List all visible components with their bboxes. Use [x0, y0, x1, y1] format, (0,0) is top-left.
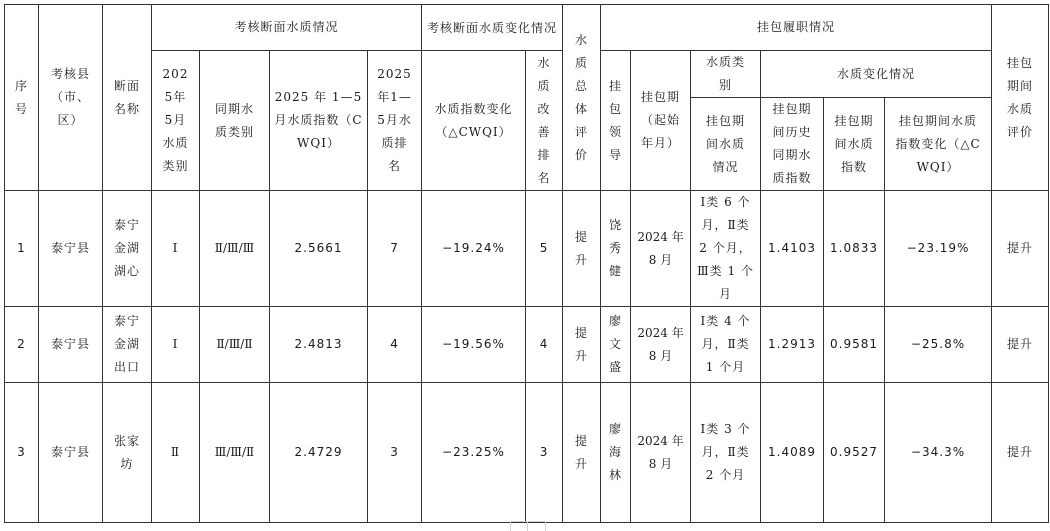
header-class-group: 水质类别	[691, 51, 761, 98]
cell-same-period-class: Ⅱ/Ⅲ/Ⅲ	[200, 191, 270, 307]
header-change-group: 水质变化情况	[761, 51, 992, 98]
cell-county: 泰宁县	[39, 191, 103, 307]
header-group-duty: 挂包履职情况	[601, 5, 992, 51]
cell-period-class: Ⅰ类 3 个月，Ⅱ类 2 个月	[691, 383, 761, 523]
cell-seq: 1	[5, 191, 39, 307]
header-period-index-change: 挂包期间水质指数变化（△CWQI）	[885, 98, 992, 191]
header-group-change: 考核断面水质变化情况	[422, 5, 563, 51]
cell-same-period-class: Ⅱ/Ⅲ/Ⅱ	[200, 307, 270, 383]
cell-county: 泰宁县	[39, 383, 103, 523]
cell-index: 2.5661	[270, 191, 368, 307]
cell-seq: 3	[5, 383, 39, 523]
cell-index: 2.4813	[270, 307, 368, 383]
cell-overall: 提升	[563, 191, 601, 307]
cell-period-eval: 提升	[992, 191, 1049, 307]
cell-period-change: −34.3%	[885, 383, 992, 523]
cell-period-index: 1.0833	[824, 191, 885, 307]
cell-rank: 3	[368, 383, 422, 523]
cell-change: −23.25%	[422, 383, 526, 523]
cell-overall: 提升	[563, 383, 601, 523]
cell-hist-index: 1.4103	[761, 191, 824, 307]
header-index-change: 水质指数变化（△CWQI）	[422, 51, 526, 191]
cell-start: 2024 年 8 月	[631, 383, 691, 523]
cell-hist-index: 1.2913	[761, 307, 824, 383]
cell-period-change: −23.19%	[885, 191, 992, 307]
header-period-index: 挂包期间水质指数	[824, 98, 885, 191]
cell-start: 2024 年 8 月	[631, 191, 691, 307]
table-row	[5, 383, 1049, 523]
cell-period-eval: 提升	[992, 307, 1049, 383]
cell-improve-rank: 4	[526, 307, 563, 383]
header-county: 考核县（市、区）	[39, 5, 103, 191]
cell-may-class: Ⅰ	[152, 307, 200, 383]
cell-may-class: Ⅰ	[152, 191, 200, 307]
header-overall: 水质总体评价	[563, 5, 601, 191]
cell-overall: 提升	[563, 307, 601, 383]
header-rank-jan-may: 2025年1—5月水质排名	[368, 51, 422, 191]
cell-period-index: 0.9527	[824, 383, 885, 523]
table-row	[5, 307, 1049, 383]
header-seq: 序号	[5, 5, 39, 191]
header-improve-rank: 水质改善排名	[526, 51, 563, 191]
header-same-period-class: 同期水质类别	[200, 51, 270, 191]
cell-period-class: Ⅰ类 6 个月，Ⅱ类 2 个月，Ⅲ类 1 个月	[691, 191, 761, 307]
cell-may-class: Ⅱ	[152, 383, 200, 523]
cell-rank: 7	[368, 191, 422, 307]
cell-section: 泰宁金湖出口	[103, 307, 152, 383]
header-hist-index: 挂包期间历史同期水质指数	[761, 98, 824, 191]
table-row	[5, 191, 1049, 307]
cell-section: 泰宁金湖湖心	[103, 191, 152, 307]
cell-period-change: −25.8%	[885, 307, 992, 383]
cell-leader: 廖文盛	[601, 307, 631, 383]
cell-leader: 饶秀健	[601, 191, 631, 307]
cell-change: −19.56%	[422, 307, 526, 383]
header-index-jan-may: 2025 年 1—5 月水质指数（CWQI）	[270, 51, 368, 191]
header-section: 断面名称	[103, 5, 152, 191]
cell-seq: 2	[5, 307, 39, 383]
cell-hist-index: 1.4089	[761, 383, 824, 523]
water-quality-table	[4, 4, 1049, 523]
header-start-period: 挂包期（起始年月）	[631, 51, 691, 191]
cell-leader: 廖海林	[601, 383, 631, 523]
cell-rank: 4	[368, 307, 422, 383]
cell-period-index: 0.9581	[824, 307, 885, 383]
header-may-class: 2025年5月水质类别	[152, 51, 200, 191]
cell-section: 张家坊	[103, 383, 152, 523]
cell-index: 2.4729	[270, 383, 368, 523]
header-leader: 挂包领导	[601, 51, 631, 191]
header-group-quality: 考核断面水质情况	[152, 5, 422, 51]
cell-period-class: Ⅰ类 4 个月，Ⅱ类 1 个月	[691, 307, 761, 383]
cell-county: 泰宁县	[39, 307, 103, 383]
cell-change: −19.24%	[422, 191, 526, 307]
cell-same-period-class: Ⅲ/Ⅲ/Ⅱ	[200, 383, 270, 523]
header-period-eval: 挂包期间水质评价	[992, 5, 1049, 191]
cell-improve-rank: 3	[526, 383, 563, 523]
cell-start: 2024 年 8 月	[631, 307, 691, 383]
cell-improve-rank: 5	[526, 191, 563, 307]
cell-period-eval: 提升	[992, 383, 1049, 523]
header-period-class: 挂包期间水质情况	[691, 98, 761, 191]
